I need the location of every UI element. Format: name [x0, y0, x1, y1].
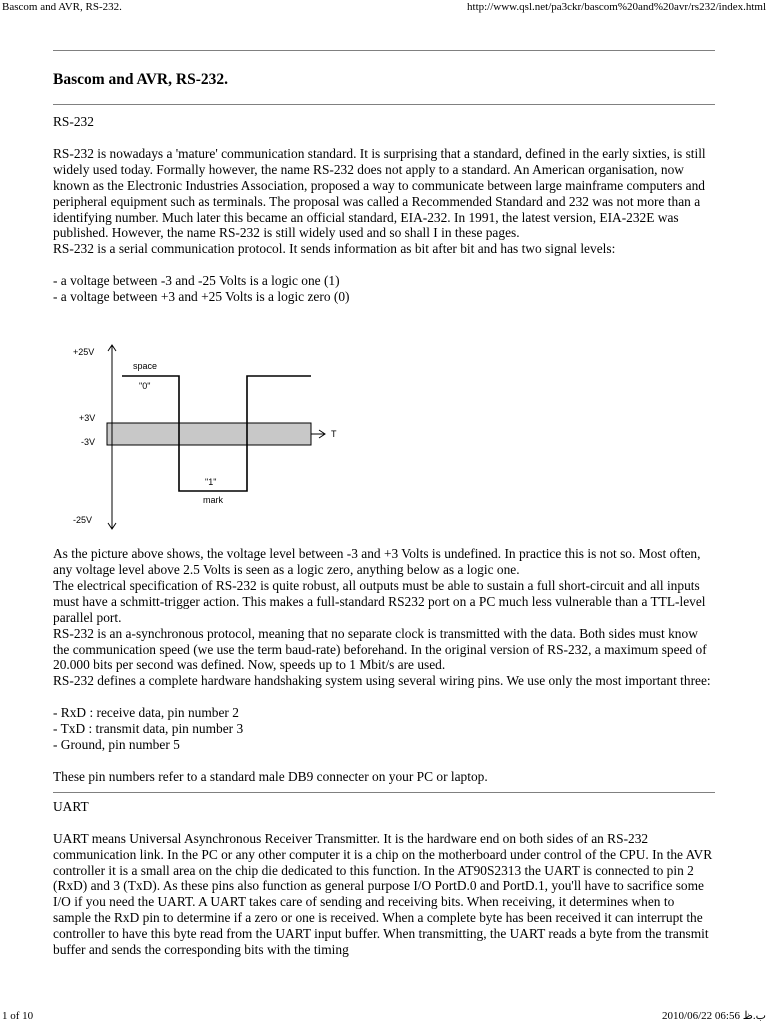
voltage-level-diagram: [59, 341, 715, 546]
label-space: space: [133, 361, 158, 372]
level-item-zero: - a voltage between +3 and +25 Volts is a logic zero (0): [53, 289, 350, 305]
document-body: [53, 50, 715, 958]
label-minus-25v: -25V: [73, 515, 93, 526]
print-footer: [0, 1008, 768, 1024]
section-divider: [53, 792, 715, 793]
voltage-diagram-svg: [59, 341, 359, 546]
body-paragraph-2: The electrical specification of RS-232 is quite robust, all outputs must be able to sustain a full short-circuit and all inputs must have a schmitt-trigger action. This makes a full-standard RS232 port on a PC much less vulnerable than a TTL-level parallel port.: [53, 577, 706, 625]
page-number: 1 of 10: [2, 1010, 34, 1022]
label-mark: mark: [203, 495, 223, 506]
label-time: T: [331, 429, 337, 440]
level-item-one: - a voltage between -3 and -25 Volts is a logic one (1): [53, 273, 340, 289]
label-plus-25v: +25V: [73, 347, 95, 358]
label-plus-3v: +3V: [79, 413, 96, 424]
top-divider: [53, 50, 715, 51]
header-url[interactable]: http://www.qsl.net/pa3ckr/bascom%20and%20avr/rs232/index.html: [467, 1, 766, 13]
pins-note: These pin numbers refer to a standard male DB9 connecter on your PC or laptop.: [53, 768, 488, 784]
section-title-rs232: RS-232: [53, 114, 94, 129]
uart-paragraph: UART means Universal Asynchronous Receiver Transmitter. It is the hardware end on both sides of an RS-232 communication link. In the PC or any other computer it is a chip on the motherboard under control of the CPU. In the AVR controller it is a small area on the chip die dedicated to this function. In the AT90S2313 the UART is connected to pin 2 (RxD) and 3 (TxD). As these pins also function as general purpose I/O PortD.0 and PortD.1, you'll have to sacrifice some I/O if you need the UART. A UART takes care of sending and receiving bits. When receiving, it determines when to sample the RxD pin to determine if a zero or one is received. When a complete byte has been received it can interrupt the controller to have this byte read from the UART input buffer. When transmitting, the UART reads a byte from the transmit buffer and sends the corresponding bits with the timing: [53, 830, 713, 958]
intro-paragraph-1: RS-232 is nowadays a 'mature' communication standard. It is surprising that a standard, defined in the early sixties, is still widely used today. Formally however, the name RS-232 does not apply to a standard. An American organisation, now known as the Electronic Industries Association, proposed a way to communicate between large mainframe computers and peripheral equipment such as terminals. The proposal was called a Recommended Standard and 232 was not more than a identifying number. Much later this became an official standard, EIA-232. In 1991, the latest version, EIA-232E was published. However, the name RS-232 is still widely used and so shall I in these pages.: [53, 145, 706, 241]
body-paragraph-1: As the picture above shows, the voltage level between -3 and +3 Volts is undefined. In practice this is not so. Most often, any voltage level above 2.5 Volts is seen as a logic zero, anything below as a logic one.: [53, 546, 701, 577]
section-title-uart: UART: [53, 798, 89, 814]
label-minus-3v: -3V: [81, 437, 96, 448]
pin-item-ground: - Ground, pin number 5: [53, 737, 180, 753]
page-title: Bascom and AVR, RS-232.: [53, 71, 228, 88]
pin-item-txd: - TxD : transmit data, pin number 3: [53, 721, 244, 737]
print-datetime: 2010/06/22 06:56 ب.ظ: [662, 1010, 766, 1022]
intro-paragraph-2: RS-232 is a serial communication protocol. It sends information as bit after bit and has two signal levels:: [53, 241, 616, 257]
undefined-band: [107, 423, 311, 445]
title-divider: [53, 104, 715, 105]
header-title: Bascom and AVR, RS-232.: [2, 1, 122, 13]
body-paragraph-4: RS-232 defines a complete hardware handshaking system using several wiring pins. We use only the most important three:: [53, 673, 711, 689]
label-logic-one: "1": [205, 477, 217, 488]
pin-item-rxd: - RxD : receive data, pin number 2: [53, 705, 239, 721]
body-paragraph-3: RS-232 is an a-synchronous protocol, meaning that no separate clock is transmitted with the data. Both sides must know the communication speed (we use the term baud-rate) beforehand. In the original version of RS-232, a maximum speed of 20.000 bits per second was defined. Now, speeds up to 1 Mbit/s are used.: [53, 625, 707, 673]
label-logic-zero: "0": [139, 381, 151, 392]
print-header: [0, 0, 768, 16]
